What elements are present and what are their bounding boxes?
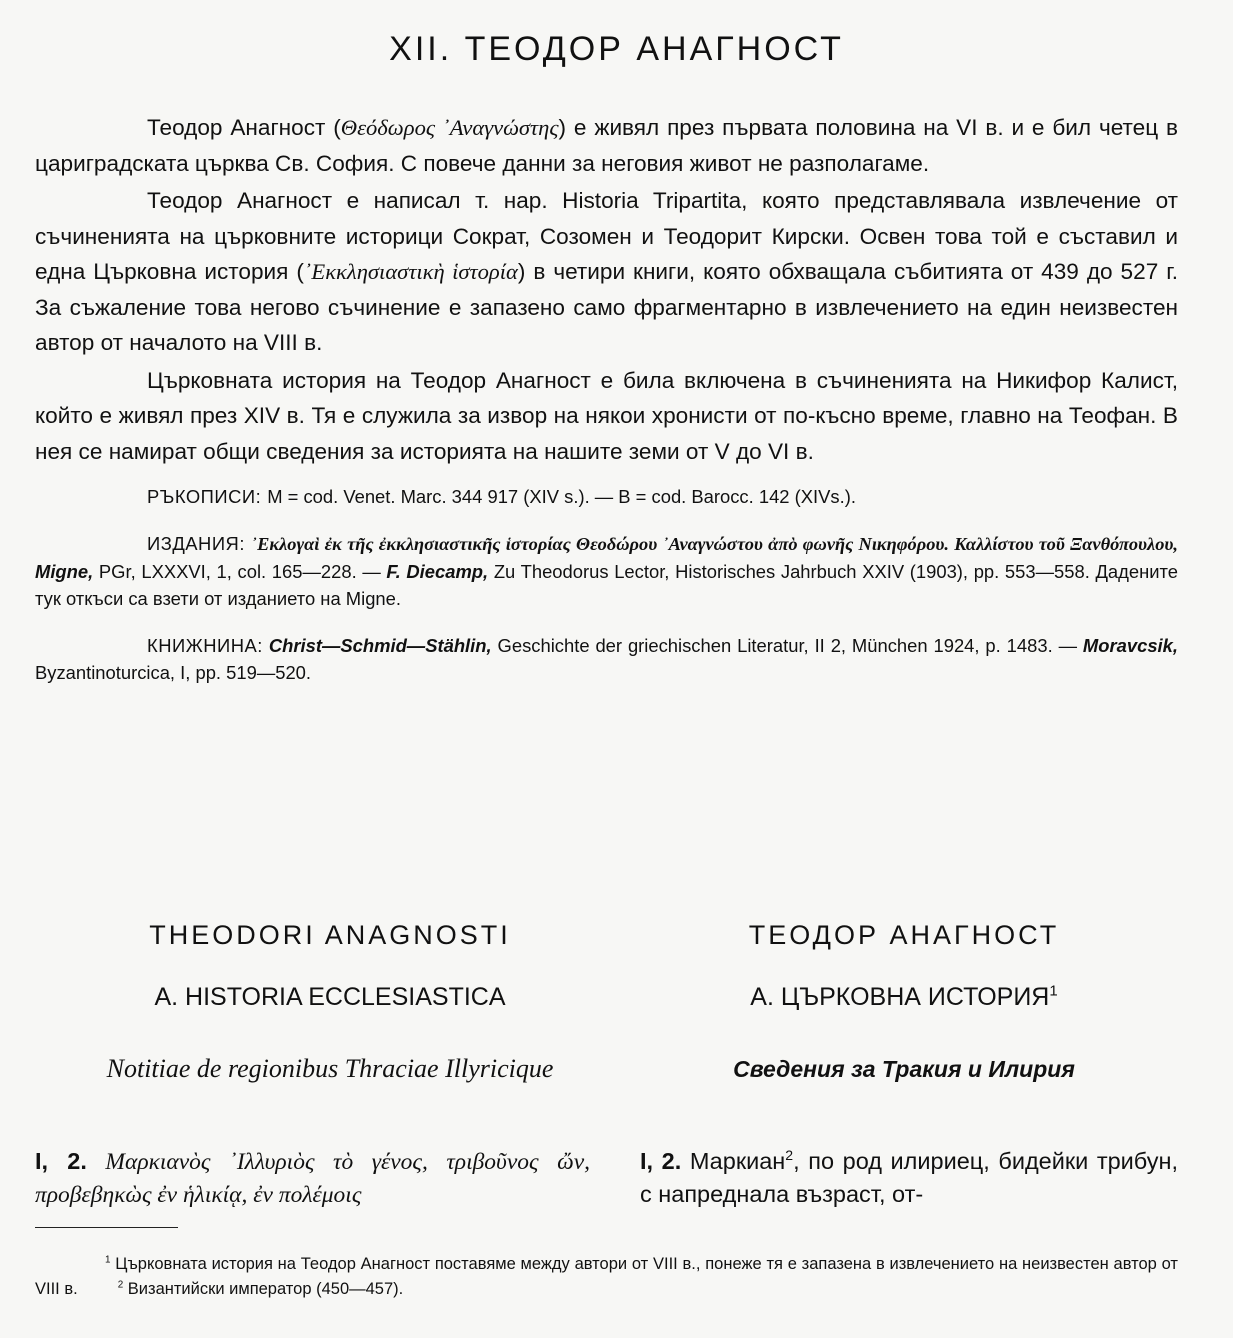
introduction — [35, 110, 1178, 686]
greek-title: ᾿Εκκλησιαστικὴ ἱστορία — [303, 259, 518, 284]
footnote-2-mark: 2 — [117, 1279, 124, 1291]
editions-migne: Migne, — [35, 561, 94, 582]
footnotes — [35, 1252, 1178, 1302]
manuscripts-entry — [35, 483, 1178, 510]
editions-reference: PGr, LXXXVI, 1, col. 165—228. — — [98, 561, 381, 582]
bulgarian-passage-start: Маркиан — [689, 1148, 786, 1174]
greek-name: Θεόδωρος ᾿Αναγνώστης — [340, 115, 559, 140]
literature-reference: Geschichte der griechischen Literatur, II 2, München 1924, p. 1483. — — [497, 635, 1077, 656]
footnote-divider — [35, 1227, 178, 1228]
editions-label: ИЗДАНИЯ: — [147, 533, 245, 554]
intro-paragraph-3: Църковната история на Теодор Анагност е била включена в съчиненията на Никифор Калист, който е живял през XIV в. Тя е служила за извор на някои хронисти от по-късно време, главно на Теофан. В нея се намират общи сведения за историята на нашите земи от V до VI в. — [35, 367, 1178, 464]
footnote-1-mark: 1 — [105, 1254, 111, 1266]
section-number: I, 2. — [640, 1148, 682, 1174]
bulgarian-notice: Сведения за Тракия и Илирия — [733, 1056, 1075, 1082]
latin-heading: THEODORI ANAGNOSTI — [149, 920, 511, 950]
literature-rest: Byzantinoturcica, I, pp. 519—520. — [35, 662, 312, 683]
manuscripts-text: M = cod. Venet. Marc. 344 917 (XIV s.). — B = cod. Barocc. 142 (XIVs.). — [267, 486, 856, 507]
bulgarian-column-header — [620, 915, 1188, 1084]
section-number: I, 2. — [35, 1148, 87, 1174]
footnote-2-wrap — [118, 1280, 404, 1298]
footnote-ref-1: 1 — [1049, 982, 1058, 1000]
chapter-title: XII. ТЕОДОР АНАГНОСТ — [389, 30, 844, 68]
bulgarian-heading: ТЕОДОР АНАГНОСТ — [748, 920, 1060, 950]
intro-paragraph-2 — [35, 183, 1178, 361]
editions-greek-title: ᾿Εκλογαὶ ἐκ τῆς ἐκκλησιαστικῆς ἱστορίας Θεοδώρου ᾿Αναγνώστου ἀπὸ φωνῆς Νικηφόρου. Καλλίστου τοῦ Ξανθόπουλου, — [250, 534, 1178, 554]
greek-passage: Μαρκιανὸς ᾿Ιλλυριὸς τὸ γένος, τριβοῦνος ὤν, προβεβηκὼς ἐν ἡλικίᾳ, ἐν πολέμοις — [35, 1149, 590, 1208]
footnote-1: Църковната история на Теодор Анагност поставяме между автори от VIII в., понеже тя е запазена в извлечението на неизвестен автор от VIII в. — [35, 1255, 1178, 1298]
literature-entry — [35, 632, 1178, 686]
latin-notice: Notitiae de regionibus Thraciae Illyricique — [106, 1054, 554, 1083]
manuscripts-label: РЪКОПИСИ: — [147, 486, 262, 507]
bulgarian-passage-rest: , по род илириец, бидейки трибун, с напреднала възраст, от- — [640, 1148, 1179, 1207]
literature-authors: Christ—Schmid—Stählin, — [268, 635, 492, 656]
footnote-ref-2: 2 — [785, 1147, 794, 1164]
literature-moravcsik: Moravcsik, — [1082, 635, 1178, 656]
intro-p1-end: ) е живял през първата половина на VI в. и е бил четец в цариградската църква Св. София. С повече данни за неговия живот не разполагаме. — [35, 115, 1178, 176]
bulgarian-text — [640, 1145, 1178, 1211]
bulgarian-subheading-text: А. ЦЪРКОВНА ИСТОРИЯ — [750, 983, 1050, 1011]
editions-diecamp: F. Diecamp, — [386, 561, 489, 582]
intro-p2-start: Теодор Анагност е написал т. нар. Historia Tripartita, която представлявала извлечение от съчиненията на църковните историци Сократ, Созомен и Теодорит Кирски. Освен това той е съставил и една Църковна история ( — [35, 188, 1178, 284]
latin-column-header — [70, 915, 590, 1084]
intro-paragraph-1 — [35, 110, 1178, 181]
greek-text — [35, 1145, 590, 1212]
bulgarian-subheading — [620, 977, 1188, 1017]
footnote-2: Византийски император (450—457). — [127, 1280, 404, 1298]
latin-subheading: A. HISTORIA ECCLESIASTICA — [154, 983, 506, 1011]
literature-label: КНИЖНИНА: — [147, 635, 263, 656]
editions-entry — [35, 530, 1178, 612]
intro-p2-end: ) в четири книги, която обхващала събитията от 439 до 527 г. За съжаление това негово съчинение е запазено само фрагментарно в извлечението на един неизвестен автор от началото на VIII в. — [35, 259, 1178, 355]
intro-p1-start: Теодор Анагност ( — [147, 115, 341, 140]
editions-rest: Zu Theodorus Lector, Historisches Jahrbuch XXIV (1903), pp. 553—558. Дадените тук откъси са взети от изданието на Migne. — [35, 561, 1178, 609]
